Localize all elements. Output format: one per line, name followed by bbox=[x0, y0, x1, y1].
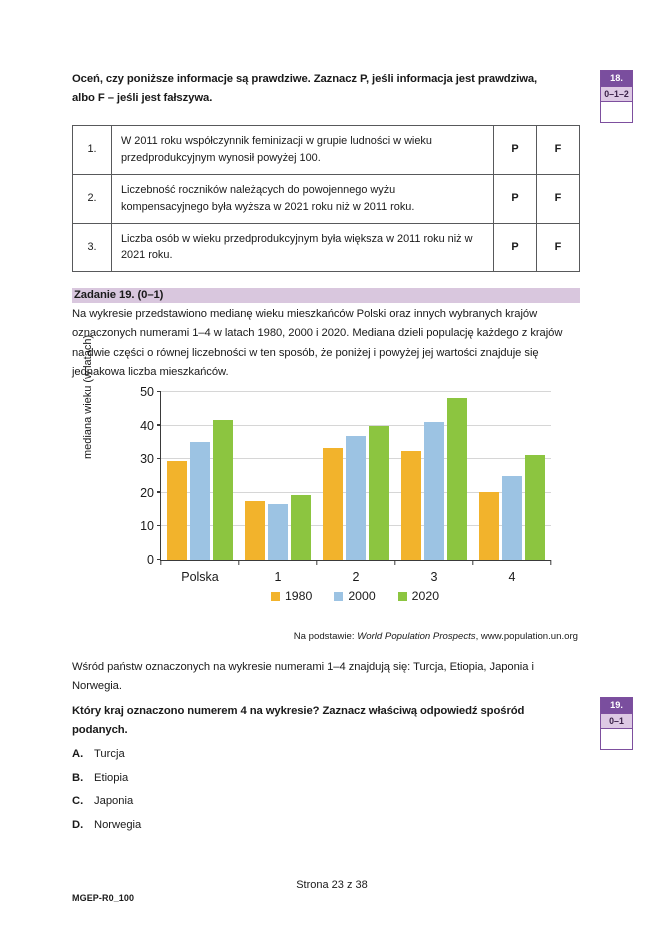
source-title: World Population Prospects bbox=[357, 631, 476, 642]
instruction-text: Oceń, czy poniższe informacje są prawdziwe. Zaznacz P, jeśli informacja jest prawdziwa, albo F – jeśli jest fałszywa. bbox=[72, 73, 538, 105]
bar-1-1980 bbox=[245, 501, 265, 560]
answer-letter: D. bbox=[72, 818, 84, 831]
chart-bar-groups bbox=[161, 392, 551, 584]
option-false[interactable]: F bbox=[537, 126, 580, 175]
source-suffix: , www.population.un.org bbox=[475, 631, 578, 642]
answer-text: Turcja bbox=[94, 748, 125, 760]
x-axis-end-tick bbox=[550, 560, 551, 565]
chart-source bbox=[72, 631, 580, 642]
bar-4-1980 bbox=[479, 492, 499, 560]
answer-option-d[interactable] bbox=[72, 819, 372, 831]
row-statement: Liczba osób w wieku przedprodukcyjnym była większa w 2011 roku niż w 2021 roku. bbox=[112, 223, 494, 272]
score-box-19 bbox=[600, 697, 633, 750]
legend-label: 2000 bbox=[348, 589, 376, 603]
score-box-number: 19. bbox=[601, 698, 632, 714]
x-axis-tick-label: 3 bbox=[430, 570, 438, 584]
bar-polska-1980 bbox=[167, 461, 187, 560]
score-box-range[interactable]: 0–1–2 bbox=[601, 87, 632, 103]
bar-polska-2020 bbox=[213, 420, 233, 560]
row-statement: Liczebność roczników należących do powojennego wyżu kompensacyjnego była wyższa w 2021 roku niż w 2011 roku. bbox=[112, 174, 494, 223]
option-false[interactable]: F bbox=[537, 223, 580, 272]
bar-3-2000 bbox=[424, 422, 444, 560]
x-axis-tick-mark bbox=[472, 560, 473, 565]
bar-1-2020 bbox=[291, 495, 311, 560]
option-true[interactable]: P bbox=[494, 174, 537, 223]
y-axis-tick-label: 20 bbox=[140, 485, 154, 500]
table-row bbox=[73, 126, 580, 175]
bar-polska-2000 bbox=[190, 442, 210, 560]
footer-page-number: Strona 23 z 38 bbox=[296, 879, 368, 891]
x-axis-tick-mark bbox=[160, 560, 161, 565]
legend-item-1980 bbox=[271, 589, 312, 603]
bar-2-2020 bbox=[369, 426, 389, 560]
score-box-range[interactable]: 0–1 bbox=[601, 714, 632, 730]
task-19-question: Który kraj oznaczono numerem 4 na wykresie? Zaznacz właściwą odpowiedź spośród podanych. bbox=[72, 705, 525, 737]
x-axis-tick-label: 1 bbox=[274, 570, 282, 584]
answer-letter: B. bbox=[72, 771, 84, 784]
y-axis-tick-label: 0 bbox=[147, 553, 154, 567]
answer-text: Etiopia bbox=[94, 771, 129, 784]
task-19-description: Na wykresie przedstawiono medianę wieku mieszkańców Polski oraz innych wybranych krajów oznaczonych numerami 1–4 w latach 1980, 2000 i 2020. Mediana dzieli populację każdego z krajów na dwie części o równej liczebności w ten sposób, że poniżej i powyżej jej wartości znajduje się jednakowa liczba mieszkańców. bbox=[72, 308, 563, 378]
option-false[interactable]: F bbox=[537, 174, 580, 223]
chart-group-1 bbox=[239, 392, 317, 584]
chart-group-2 bbox=[317, 392, 395, 584]
x-axis-tick-label: Polska bbox=[181, 570, 219, 584]
answer-option-b[interactable] bbox=[72, 772, 372, 784]
x-axis-tick-label: 2 bbox=[352, 570, 360, 584]
answer-option-a[interactable] bbox=[72, 748, 372, 760]
legend-item-2020 bbox=[398, 589, 439, 603]
answer-text: Norwegia bbox=[94, 818, 142, 831]
row-statement: W 2011 roku współczynnik feminizacji w grupie ludności w wieku przedprodukcyjnym wynosił powyżej 100. bbox=[112, 126, 494, 175]
score-box-18 bbox=[600, 70, 633, 123]
bar-2-1980 bbox=[323, 448, 343, 560]
legend-swatch-icon bbox=[398, 592, 407, 601]
task-19-heading: Zadanie 19. (0–1) bbox=[72, 288, 580, 303]
y-axis-tick-label: 10 bbox=[140, 519, 154, 534]
y-axis-tick-label: 30 bbox=[140, 452, 154, 467]
score-box-blank[interactable] bbox=[601, 729, 632, 749]
bar-1-2000 bbox=[268, 504, 288, 560]
row-number: 2. bbox=[73, 174, 112, 223]
x-axis-tick-label: 4 bbox=[508, 570, 516, 584]
table-row bbox=[73, 174, 580, 223]
bar-3-1980 bbox=[401, 451, 421, 560]
legend-label: 1980 bbox=[284, 589, 313, 603]
x-axis-tick-mark bbox=[238, 560, 239, 565]
bar-4-2020 bbox=[525, 455, 545, 561]
y-axis-title: mediana wieku (w latach) bbox=[82, 334, 94, 459]
x-axis-tick-mark bbox=[394, 560, 395, 565]
chart-group-3 bbox=[395, 392, 473, 584]
answer-options bbox=[72, 748, 372, 842]
bar-2-2000 bbox=[346, 436, 366, 560]
bar-4-2000 bbox=[502, 476, 522, 560]
true-false-table bbox=[72, 125, 580, 272]
score-box-blank[interactable] bbox=[601, 102, 632, 122]
legend-label: 2020 bbox=[411, 589, 440, 603]
option-true[interactable]: P bbox=[494, 126, 537, 175]
legend-item-2000 bbox=[334, 589, 375, 603]
y-axis-tick-label: 40 bbox=[140, 418, 154, 433]
bar-3-2020 bbox=[447, 398, 467, 560]
answer-option-c[interactable] bbox=[72, 795, 372, 807]
answer-text: Japonia bbox=[94, 795, 134, 807]
footer-code: MGEP-R0_100 bbox=[72, 893, 135, 903]
option-true[interactable]: P bbox=[494, 223, 537, 272]
x-axis-tick-mark bbox=[316, 560, 317, 565]
legend-swatch-icon bbox=[334, 592, 343, 601]
score-box-number: 18. bbox=[601, 71, 632, 87]
row-number: 3. bbox=[73, 223, 112, 272]
chart-legend bbox=[160, 589, 550, 603]
legend-swatch-icon bbox=[271, 592, 280, 601]
chart-group-polska bbox=[161, 392, 239, 584]
task-19-note: Wśród państw oznaczonych na wykresie numerami 1–4 znajdują się: Turcja, Etiopia, Japonia i Norwegia. bbox=[72, 661, 534, 693]
answer-letter: C. bbox=[72, 795, 84, 807]
source-prefix: Na podstawie: bbox=[293, 631, 358, 642]
row-number: 1. bbox=[73, 126, 112, 175]
chart-plot-area bbox=[140, 385, 551, 584]
answer-letter: A. bbox=[72, 748, 84, 760]
table-row bbox=[73, 223, 580, 272]
chart-group-4 bbox=[473, 392, 551, 584]
y-axis-tick-label: 50 bbox=[140, 385, 154, 399]
